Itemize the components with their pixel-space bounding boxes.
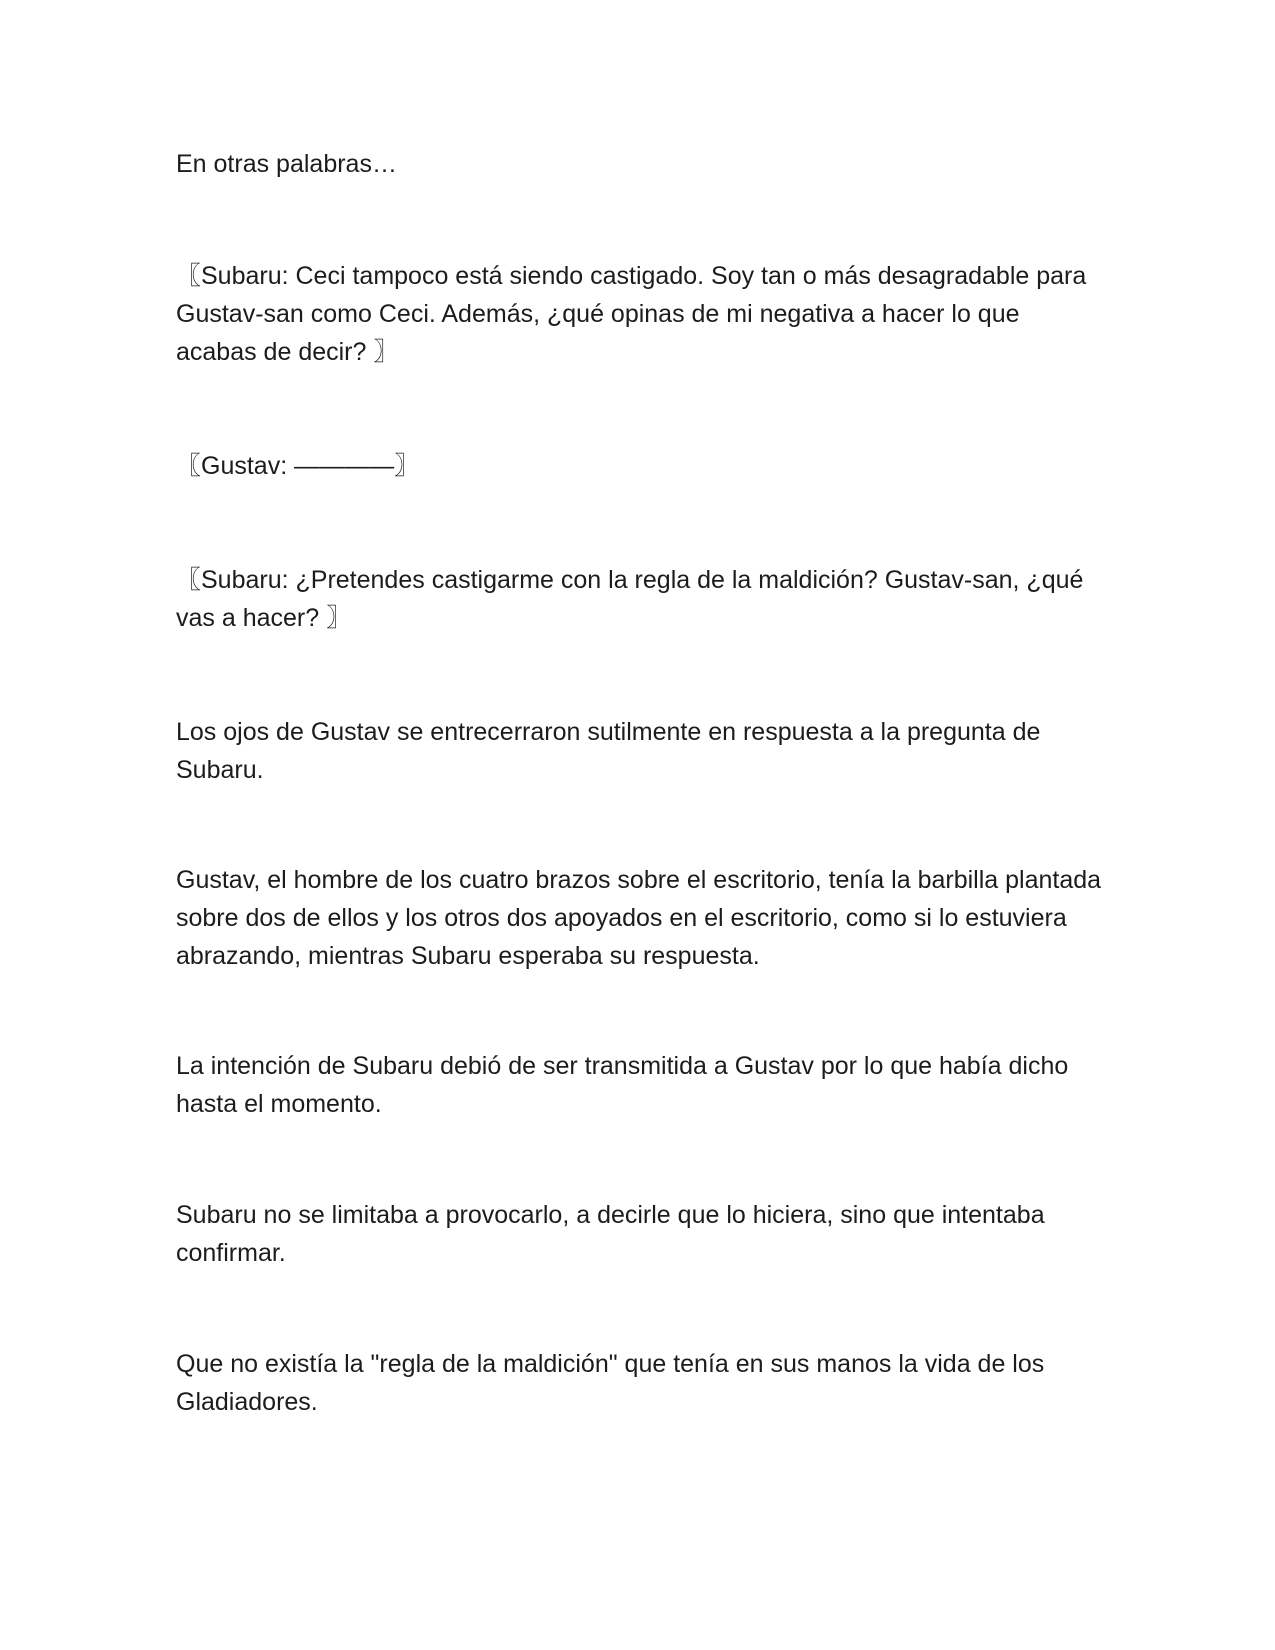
paragraph-9: Que no existía la "regla de la maldición" que tenía en sus manos la vida de los Gladiadores. xyxy=(176,1350,1045,1416)
paragraph-2-subaru-dialogue: 〖Subaru: Ceci tampoco está siendo castigado. Soy tan o más desagradable para Gustav-san como Ceci. Además, ¿qué opinas de mi negativa a hacer lo que acabas de decir? 〗 xyxy=(176,262,1087,366)
paragraph-4-subaru-dialogue: 〖Subaru: ¿Pretendes castigarme con la regla de la maldición? Gustav-san, ¿qué vas a hacer? 〗 xyxy=(176,566,1084,632)
paragraph-5: Los ojos de Gustav se entrecerraron sutilmente en respuesta a la pregunta de Subaru. xyxy=(176,718,1041,784)
paragraph-7: La intención de Subaru debió de ser transmitida a Gustav por lo que había dicho hasta el momento. xyxy=(176,1052,1069,1118)
paragraph-8: Subaru no se limitaba a provocarlo, a decirle que lo hiciera, sino que intentaba confirmar. xyxy=(176,1201,1045,1267)
paragraph-1: En otras palabras… xyxy=(176,150,397,178)
paragraph-6: Gustav, el hombre de los cuatro brazos sobre el escritorio, tenía la barbilla plantada sobre dos de ellos y los otros dos apoyados en el escritorio, como si lo estuviera abrazando, mientras Subaru esperaba su respuesta. xyxy=(176,866,1102,970)
paragraph-3-gustav-dialogue: 〖Gustav: ————〗 xyxy=(176,452,420,480)
